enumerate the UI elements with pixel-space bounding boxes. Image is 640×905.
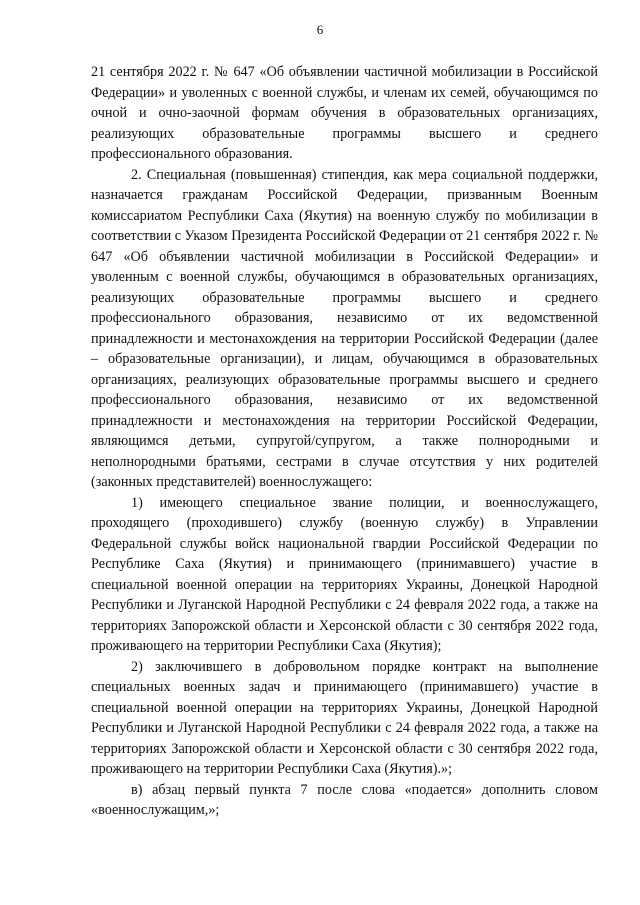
paragraph-continuation: 21 сентября 2022 г. № 647 «Об объявлении частичной мобилизации в Российской Федерации» и уволенных с военной службы, и членам их семей, обучающимся по очной и очно-заочной формам обучения в образовательных организациях, реализующих образовательные программы высшего и среднего профессионального образования. — [91, 64, 598, 162]
page-number: 6 — [316, 22, 324, 37]
document-body — [91, 62, 598, 821]
paragraph-subitem-v: в) абзац первый пункта 7 после слова «подается» дополнить словом «военнослужащим,»; — [91, 781, 598, 818]
paragraph-item-2: 2. Специальная (повышенная) стипендия, как мера социальной поддержки, назначается гражданам Российской Федерации, призванным Военным комиссариатом Республики Саха (Якутия) на военную службу по мобилизации в соответствии с Указом Президента Российской Федерации от 21 сентября 2022 г. № 647 «Об объявлении частичной мобилизации в Российской Федерации» и уволенным с военной службы, обучающимся в образовательных организациях, реализующих образовательные программы высшего и среднего профессионального образования, независимо от их ведомственной принадлежности и местонахождения на территории Российской Федерации (далее – образовательные организации), и лицам, обучающимся в образовательных организациях, реализующих образовательные программы высшего и среднего профессионального образования, независимо от их ведомственной принадлежности и местонахождения на территории Российской Федерации, являющимся детьми, супругой/супругом, а также полнородными и неполнородными братьями, сестрами в случае отсутствия у них родителей (законных представителей) военнослужащего: — [91, 166, 598, 490]
paragraph-subitem-1: 1) имеющего специальное звание полиции, и военнослужащего, проходящего (проходившего) службу (военную службу) в Управлении Федеральной службы войск национальной гвардии Российской Федерации по Республике Саха (Якутия) и принимающего (принимавшего) участие в специальной военной операции на территориях Украины, Донецкой Народной Республики и Луганской Народной Республики с 24 февраля 2022 года, а также на территориях Запорожской области и Херсонской области с 30 сентября 2022 года, проживающего на территории Республики Саха (Якутия); — [91, 494, 598, 654]
paragraph-subitem-2: 2) заключившего в добровольном порядке контракт на выполнение специальных военных задач и принимающего (принимавшего) участие в специальной военной операции на территориях Украины, Донецкой Народной Республики и Луганской Народной Республики с 24 февраля 2022 года, а также на территориях Запорожской области и Херсонской области с 30 сентября 2022 года, проживающего на территории Республики Саха (Якутия).»; — [91, 658, 598, 777]
